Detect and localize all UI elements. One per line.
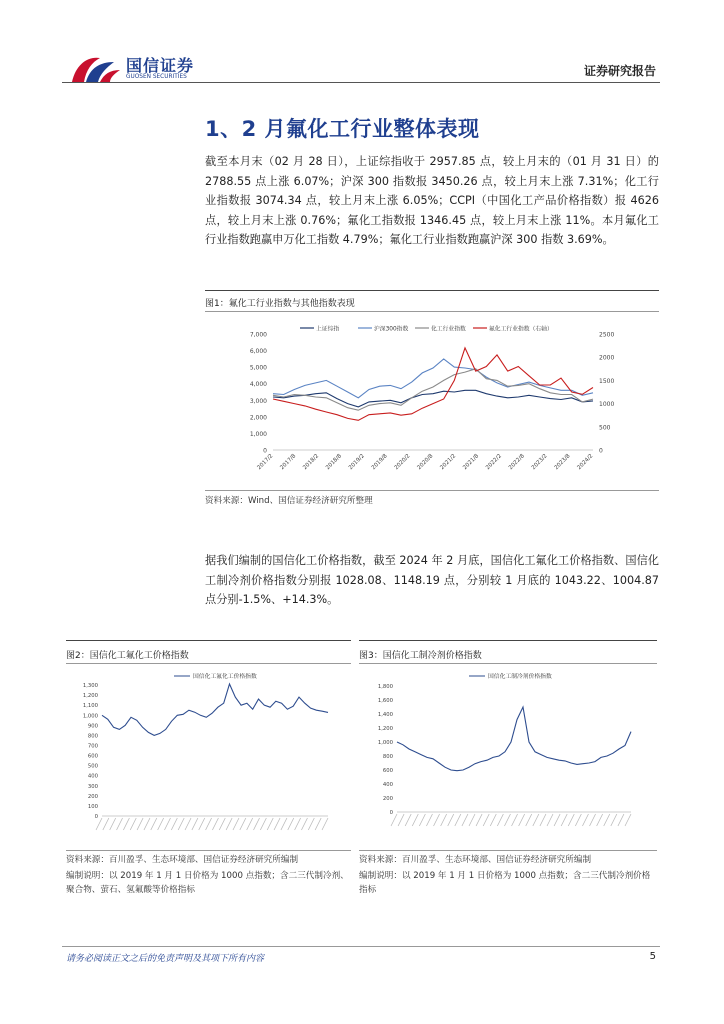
x-tick-mark bbox=[123, 818, 129, 830]
paragraph-price-index: 据我们编制的国信化工价格指数，截至 2024 年 2 月底，国信化工氟化工价格指数、国信化工制冷剂价格指数分别报 1028.08、1148.19 点，分别较 1 月底的 1043.22、1004.87 点分别-1.5%、+14.3%。 bbox=[205, 554, 659, 606]
x-tick-mark bbox=[110, 818, 116, 830]
x-tick-mark bbox=[247, 818, 253, 830]
y-tick-label: 200 bbox=[382, 796, 393, 802]
report-type: 证券研究报告 bbox=[583, 64, 656, 78]
x-tick-mark bbox=[504, 814, 510, 826]
figure3-top-rule bbox=[359, 640, 657, 641]
y-left-tick-label: 0 bbox=[263, 447, 267, 455]
page-number: 5 bbox=[649, 951, 656, 962]
series-line-2 bbox=[273, 359, 593, 398]
x-tick-mark bbox=[212, 818, 218, 830]
x-tick-mark bbox=[434, 814, 440, 826]
x-tick-mark bbox=[568, 814, 574, 826]
x-tick-mark bbox=[554, 814, 560, 826]
y-tick-label: 0 bbox=[94, 814, 98, 820]
x-tick-label: 2020/8 bbox=[416, 453, 435, 472]
x-tick-label: 2023/2 bbox=[530, 453, 549, 472]
y-right-tick-label: 0 bbox=[599, 447, 603, 455]
x-tick-mark bbox=[199, 818, 205, 830]
y-right-tick-label: 2500 bbox=[599, 331, 615, 339]
figure2-caption: 图2：国信化工氟化工价格指数 bbox=[66, 651, 189, 661]
figure1-source: 资料来源：Wind、国信证券经济研究所整理 bbox=[205, 496, 373, 506]
x-tick-mark bbox=[295, 818, 301, 830]
x-tick-mark bbox=[469, 814, 475, 826]
x-tick-label: 2017/2 bbox=[256, 453, 275, 472]
y-tick-label: 1,200 bbox=[82, 693, 98, 700]
y-left-tick-label: 2,000 bbox=[249, 414, 267, 422]
x-tick-mark bbox=[117, 818, 123, 830]
y-tick-label: 800 bbox=[87, 733, 98, 740]
x-tick-label: 2023/8 bbox=[553, 453, 572, 472]
y-left-tick-label: 7,000 bbox=[249, 331, 267, 339]
x-tick-label: 2019/2 bbox=[347, 453, 366, 472]
figure1-caption-rule bbox=[205, 311, 659, 312]
figure3-chart bbox=[359, 666, 657, 848]
x-tick-mark bbox=[219, 818, 225, 830]
y-tick-label: 1,100 bbox=[82, 703, 98, 710]
figure3-caption-rule bbox=[359, 663, 657, 664]
y-tick-label: 400 bbox=[87, 773, 98, 780]
series-line bbox=[397, 707, 631, 771]
x-tick-mark bbox=[561, 814, 567, 826]
x-tick-mark bbox=[547, 814, 553, 826]
x-tick-mark bbox=[625, 814, 631, 826]
legend-label: 上证综指 bbox=[316, 326, 340, 333]
x-tick-mark bbox=[462, 814, 468, 826]
x-tick-mark bbox=[281, 818, 287, 830]
x-tick-mark bbox=[260, 818, 266, 830]
y-right-tick-label: 1000 bbox=[599, 401, 615, 409]
y-left-tick-label: 6,000 bbox=[249, 348, 267, 356]
x-tick-mark bbox=[519, 814, 525, 826]
y-left-tick-label: 1,000 bbox=[249, 430, 267, 438]
x-tick-mark bbox=[575, 814, 581, 826]
y-tick-label: 800 bbox=[382, 754, 393, 760]
x-tick-mark bbox=[144, 818, 150, 830]
x-tick-label: 2021/8 bbox=[462, 453, 481, 472]
y-right-tick-label: 500 bbox=[599, 424, 611, 432]
y-left-tick-label: 3,000 bbox=[249, 397, 267, 405]
x-tick-label: 2020/2 bbox=[393, 453, 412, 472]
figure2-source: 资料来源：百川盈孚、生态环境部、国信证券经济研究所编制 bbox=[66, 855, 299, 865]
figure3-note: 编制说明：以 2019 年 1 月 1 日价格为 1000 点指数；含二三代制冷剂价格指标 bbox=[359, 871, 651, 895]
x-tick-label: 2024/2 bbox=[576, 453, 595, 472]
x-tick-label: 2022/8 bbox=[507, 453, 526, 472]
x-tick-mark bbox=[288, 818, 294, 830]
x-tick-label: 2018/2 bbox=[302, 453, 321, 472]
x-tick-mark bbox=[526, 814, 532, 826]
x-tick-mark bbox=[322, 818, 328, 830]
y-left-tick-label: 4,000 bbox=[249, 381, 267, 389]
y-tick-label: 200 bbox=[87, 793, 98, 800]
header-rule bbox=[62, 82, 660, 83]
x-tick-mark bbox=[419, 814, 425, 826]
y-tick-label: 0 bbox=[389, 810, 393, 816]
y-tick-label: 100 bbox=[87, 803, 98, 810]
x-tick-mark bbox=[540, 814, 546, 826]
x-tick-mark bbox=[301, 818, 307, 830]
y-tick-label: 1,000 bbox=[377, 740, 393, 746]
y-tick-label: 500 bbox=[87, 763, 98, 770]
x-tick-mark bbox=[497, 814, 503, 826]
x-tick-mark bbox=[240, 818, 246, 830]
figure3-caption: 图3：国信化工制冷剂价格指数 bbox=[359, 651, 482, 661]
y-tick-label: 600 bbox=[87, 753, 98, 760]
y-tick-label: 900 bbox=[87, 723, 98, 730]
x-tick-mark bbox=[483, 814, 489, 826]
x-tick-mark bbox=[308, 818, 314, 830]
footer-disclaimer: 请务必阅读正文之后的免责声明及其项下所有内容 bbox=[66, 954, 265, 964]
series-line-4 bbox=[273, 348, 593, 420]
x-tick-mark bbox=[103, 818, 109, 830]
x-tick-mark bbox=[533, 814, 539, 826]
figure1-top-rule bbox=[205, 290, 659, 291]
y-tick-label: 1,400 bbox=[377, 712, 393, 718]
y-left-tick-label: 5,000 bbox=[249, 364, 267, 372]
figure1-caption: 图1：氟化工行业指数与其他指数表现 bbox=[205, 299, 355, 309]
guosen-logo-icon bbox=[70, 52, 122, 86]
x-tick-mark bbox=[412, 814, 418, 826]
x-tick-mark bbox=[405, 814, 411, 826]
x-tick-mark bbox=[398, 814, 404, 826]
legend-label: 氟化工行业指数（右轴） bbox=[489, 326, 553, 333]
x-tick-label: 2018/8 bbox=[325, 453, 343, 472]
x-tick-mark bbox=[426, 814, 432, 826]
logo-text-en: GUOSEN SECURITIES bbox=[126, 74, 187, 80]
y-tick-label: 700 bbox=[87, 743, 98, 750]
x-tick-mark bbox=[164, 818, 170, 830]
legend-label: 沪深300指数 bbox=[374, 326, 409, 333]
x-tick-mark bbox=[178, 818, 184, 830]
y-right-tick-label: 2000 bbox=[599, 354, 615, 362]
y-tick-label: 1,300 bbox=[82, 683, 98, 690]
y-tick-label: 400 bbox=[382, 782, 393, 788]
y-tick-label: 1,000 bbox=[82, 713, 98, 720]
logo-text-cn: 国信证券 bbox=[126, 56, 195, 75]
x-tick-mark bbox=[490, 814, 496, 826]
y-right-tick-label: 1500 bbox=[599, 377, 615, 385]
x-tick-mark bbox=[315, 818, 321, 830]
x-tick-mark bbox=[455, 814, 461, 826]
x-tick-mark bbox=[597, 814, 603, 826]
footer-rule bbox=[62, 946, 660, 947]
legend-label: 国信化工制冷剂价格指数 bbox=[488, 674, 552, 680]
y-tick-label: 600 bbox=[382, 768, 393, 774]
x-tick-mark bbox=[130, 818, 136, 830]
y-tick-label: 1,800 bbox=[377, 684, 393, 690]
paragraph-market-summary: 截至本月末（02 月 28 日），上证综指收于 2957.85 点，较上月末的（01 月 31 日）的 2788.55 点上涨 6.07%；沪深 300 指数报 3450.26 点，较上月末上涨 7.31%；化工行业指数报 3074.34 点，较上月末上涨 6.05%；CCPI（中国化工产品价格指数）报 4626 点，较上月末上涨 0.76%；氟化工指数报 1346.45 点，较上月末上涨 11%。本月氟化工行业指数跑赢申万化工指数 4.79%；氟化工行业指数跑赢沪深 300 指数 3.69%。 bbox=[205, 155, 659, 246]
figure1-chart bbox=[205, 314, 659, 490]
x-tick-mark bbox=[254, 818, 260, 830]
y-tick-label: 1,600 bbox=[377, 698, 393, 704]
x-tick-mark bbox=[192, 818, 198, 830]
figure3-source: 资料来源：百川盈孚、生态环境部、国信证券经济研究所编制 bbox=[359, 855, 592, 865]
figure1-bottom-rule bbox=[205, 490, 659, 491]
x-tick-mark bbox=[226, 818, 232, 830]
x-tick-mark bbox=[441, 814, 447, 826]
x-tick-mark bbox=[206, 818, 212, 830]
x-tick-mark bbox=[233, 818, 239, 830]
figure2-chart bbox=[66, 666, 351, 848]
x-tick-label: 2022/2 bbox=[485, 453, 503, 472]
series-line-1 bbox=[273, 390, 593, 407]
x-tick-mark bbox=[267, 818, 273, 830]
y-tick-label: 300 bbox=[87, 783, 98, 790]
legend-label: 国信化工氟化工价格指数 bbox=[193, 674, 257, 680]
x-tick-mark bbox=[604, 814, 610, 826]
x-tick-mark bbox=[512, 814, 518, 826]
section-title: 1、2 月氟化工行业整体表现 bbox=[205, 117, 480, 141]
x-tick-mark bbox=[151, 818, 157, 830]
x-tick-mark bbox=[476, 814, 482, 826]
x-tick-mark bbox=[185, 818, 191, 830]
x-tick-mark bbox=[137, 818, 143, 830]
figure3-bottom-rule bbox=[359, 850, 657, 851]
x-tick-mark bbox=[590, 814, 596, 826]
x-tick-label: 2017/8 bbox=[279, 453, 298, 472]
figure2-caption-rule bbox=[66, 663, 351, 664]
x-tick-label: 2021/2 bbox=[439, 453, 458, 472]
x-tick-mark bbox=[171, 818, 177, 830]
series-line bbox=[102, 684, 328, 735]
figure2-bottom-rule bbox=[66, 850, 351, 851]
figure2-note: 编制说明：以 2019 年 1 月 1 日价格为 1000 点指数；含二三代制冷剂、聚合物、萤石、氢氟酸等价格指标 bbox=[66, 871, 349, 895]
legend-label: 化工行业指数 bbox=[431, 326, 466, 333]
x-tick-mark bbox=[158, 818, 164, 830]
x-tick-mark bbox=[448, 814, 454, 826]
x-tick-label: 2019/8 bbox=[370, 453, 389, 472]
x-tick-mark bbox=[582, 814, 588, 826]
y-tick-label: 1,200 bbox=[377, 726, 393, 732]
figure2-top-rule bbox=[66, 640, 351, 641]
x-tick-mark bbox=[611, 814, 617, 826]
x-tick-mark bbox=[618, 814, 624, 826]
x-tick-mark bbox=[274, 818, 280, 830]
